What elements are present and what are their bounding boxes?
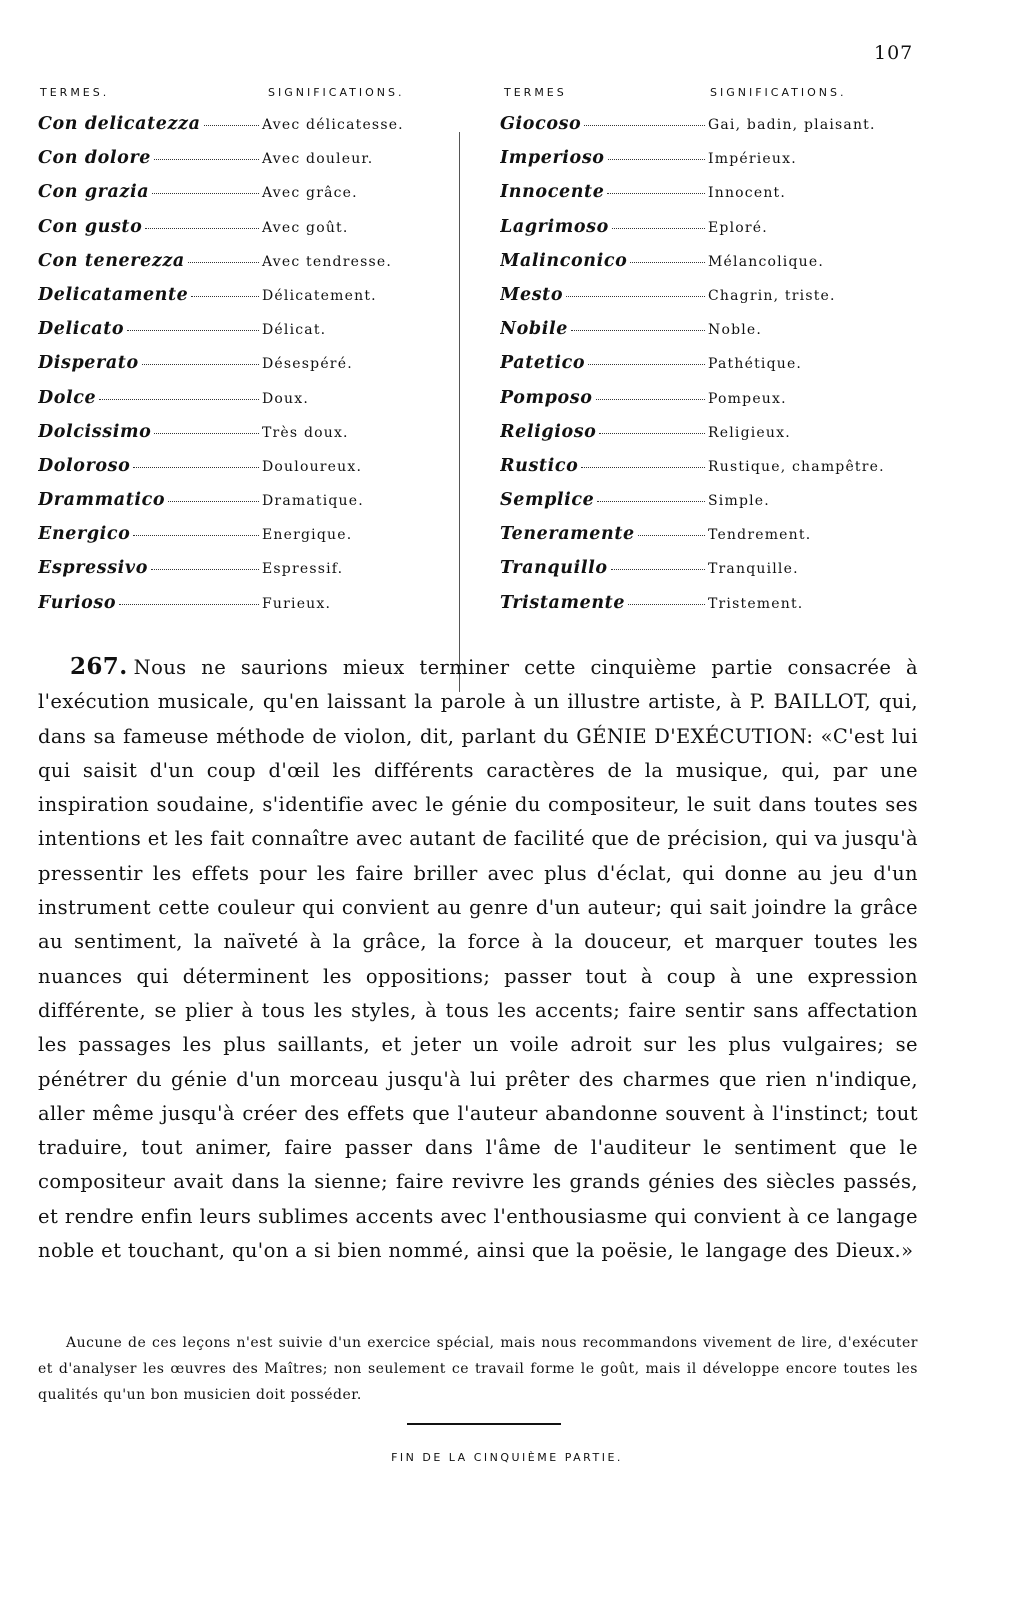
glossary-term: Semplice: [500, 490, 595, 511]
glossary-term: Con delicatezza: [38, 114, 201, 134]
part-end-footer: FIN DE LA CINQUIÈME PARTIE.: [391, 1451, 623, 1464]
dot-leader: [628, 602, 705, 605]
meaning-cell: [262, 490, 438, 509]
meaning-cell: [708, 388, 930, 407]
dot-leader: [571, 328, 705, 331]
right-header-meanings: SIGNIFICATIONS.: [710, 86, 847, 99]
meaning-cell: [262, 114, 438, 133]
glossary-term: Con grazia: [38, 182, 150, 203]
glossary-meaning: Innocent.: [708, 185, 787, 202]
glossary-entry: [500, 422, 930, 456]
meaning-cell: [262, 456, 438, 475]
glossary-entry: [38, 182, 438, 216]
right-entries: [500, 114, 930, 627]
meaning-cell: [708, 524, 930, 543]
glossary-meaning: Dramatique.: [262, 493, 364, 510]
left-entries: [38, 114, 438, 627]
glossary-meaning: Furieux.: [262, 595, 332, 612]
glossary-entry: [500, 558, 930, 592]
glossary-meaning: Pompeux.: [708, 390, 787, 407]
dot-leader: [127, 328, 259, 331]
glossary-meaning: Avec délicatesse.: [262, 117, 404, 133]
meaning-cell: [262, 593, 438, 612]
glossary-entry: [38, 148, 438, 182]
glossary-meaning: Pathétique.: [708, 356, 803, 373]
glossary-meaning: Impérieux.: [708, 151, 797, 168]
dot-leader: [191, 294, 259, 297]
glossary-term: Drammatico: [38, 490, 166, 511]
dot-leader: [168, 499, 259, 502]
glossary-meaning: Très doux.: [262, 424, 349, 441]
dot-leader: [612, 226, 705, 229]
dot-leader: [154, 431, 259, 434]
dot-leader: [142, 362, 259, 365]
meaning-cell: [262, 353, 438, 372]
glossary-meaning: Avec tendresse.: [262, 253, 392, 270]
dot-leader: [99, 397, 259, 400]
meaning-cell: [708, 182, 930, 201]
left-column-header: [38, 80, 438, 114]
glossary-entry: [500, 251, 930, 285]
meaning-cell: [708, 456, 930, 475]
glossary-term: Religioso: [500, 421, 597, 442]
glossary-meaning: Eploré.: [708, 219, 768, 236]
dot-leader: [119, 602, 259, 605]
glossary-term: Giocoso: [500, 114, 582, 134]
glossary-entry: [500, 114, 930, 148]
dot-leader: [145, 226, 259, 229]
meaning-cell: [262, 182, 438, 201]
glossary-meaning: Noble.: [708, 322, 763, 339]
glossary-meaning: Avec goût.: [262, 219, 349, 236]
dot-leader: [584, 123, 705, 126]
dot-leader: [608, 157, 705, 160]
glossary-term: Disperato: [38, 353, 139, 374]
horizontal-rule: [407, 1423, 561, 1425]
left-header-terms: TERMES.: [40, 86, 110, 99]
dot-leader: [566, 294, 705, 297]
dot-leader: [596, 397, 705, 400]
glossary-term: Con dolore: [38, 148, 151, 169]
glossary-term: Tranquillo: [500, 558, 608, 579]
dot-leader: [588, 362, 705, 365]
glossary-entry: [500, 353, 930, 387]
glossary-term: Imperioso: [500, 148, 605, 169]
meaning-cell: [262, 524, 438, 543]
dot-leader: [607, 191, 705, 194]
glossary-entry: [38, 251, 438, 285]
glossary-meaning: Chagrin, triste.: [708, 287, 836, 304]
glossary-term: Nobile: [500, 319, 568, 340]
glossary-meaning: Rustique, champêtre.: [708, 458, 885, 475]
meaning-cell: [708, 217, 930, 236]
right-header-terms: TERMES: [504, 86, 567, 99]
column-divider: [459, 132, 460, 692]
glossary-entry: [500, 388, 930, 422]
meaning-cell: [262, 558, 438, 577]
glossary-term: Rustico: [500, 455, 579, 476]
glossary-term: Delicatamente: [38, 284, 189, 305]
glossary-entry: [500, 182, 930, 216]
meaning-cell: [262, 251, 438, 270]
glossary-entry: [38, 490, 438, 524]
glossary-meaning: Religieux.: [708, 424, 791, 441]
dot-leader: [133, 465, 259, 468]
closing-note: [38, 1330, 918, 1408]
meaning-cell: [708, 490, 930, 509]
glossary-term: Malinconico: [500, 250, 628, 271]
glossary-term: Doloroso: [38, 455, 131, 476]
glossary-term: Teneramente: [500, 524, 635, 545]
meaning-cell: [708, 148, 930, 167]
meaning-cell: [262, 422, 438, 441]
glossary-meaning: Avec grâce.: [262, 185, 358, 202]
dot-leader: [133, 533, 259, 536]
glossary-entry: [500, 148, 930, 182]
glossary-term: Pomposo: [500, 387, 593, 408]
glossary-meaning: Energique.: [262, 527, 353, 544]
meaning-cell: [708, 422, 930, 441]
dot-leader: [151, 567, 259, 570]
glossary-entry: [38, 388, 438, 422]
meaning-cell: [708, 285, 930, 304]
glossary-term: Lagrimoso: [500, 216, 609, 237]
glossary-term: Furioso: [38, 592, 117, 613]
glossary-meaning: Avec douleur.: [262, 151, 374, 168]
meaning-cell: [262, 148, 438, 167]
glossary-entry: [38, 285, 438, 319]
glossary-term: Espressivo: [38, 558, 148, 579]
glossary-meaning: Tranquille.: [708, 561, 799, 578]
glossary-entry: [500, 285, 930, 319]
dot-leader: [154, 157, 259, 160]
glossary-entry: [38, 353, 438, 387]
glossary-meaning: Tendrement.: [708, 527, 812, 544]
glossary-entry: [38, 558, 438, 592]
meaning-cell: [708, 319, 930, 338]
glossary-meaning: Simple.: [708, 493, 770, 510]
glossary-term: Mesto: [500, 284, 564, 305]
glossary-entry: [500, 593, 930, 627]
glossary-term: Con tenerezza: [38, 250, 185, 271]
glossary-table: [0, 80, 1014, 625]
meaning-cell: [262, 319, 438, 338]
glossary-meaning: Tristement.: [708, 595, 804, 612]
glossary-entry: [38, 524, 438, 558]
meaning-cell: [262, 217, 438, 236]
dot-leader: [152, 191, 259, 194]
meaning-cell: [708, 353, 930, 372]
right-column-header: [500, 80, 930, 114]
glossary-entry: [38, 422, 438, 456]
meaning-cell: [708, 251, 930, 270]
glossary-term: Delicato: [38, 319, 125, 340]
glossary-entry: [38, 593, 438, 627]
glossary-entry: [38, 456, 438, 490]
glossary-term: Patetico: [500, 353, 586, 374]
dot-leader: [581, 465, 705, 468]
glossary-meaning: Gai, badin, plaisant.: [708, 117, 876, 133]
glossary-term: Dolcissimo: [38, 421, 152, 442]
glossary-entry: [500, 319, 930, 353]
glossary-meaning: Douloureux.: [262, 458, 363, 475]
dot-leader: [204, 123, 259, 126]
meaning-cell: [708, 558, 930, 577]
glossary-entry: [500, 456, 930, 490]
glossary-entry: [38, 217, 438, 251]
dot-leader: [599, 431, 705, 434]
dot-leader: [597, 499, 705, 502]
paragraph-text: Nous ne saurions mieux terminer cette cinquième partie consacrée à l'exécution musicale, qu'en laissant la parole à un illustre artiste, à P. BAILLOT, qui, dans sa fameuse méthode de violon, dit, parlant du GÉNIE D'EXÉCUTION: «C'est lui qui saisit d'un coup d'œil les différents caractères de la musique, qui, par une inspiration soudaine, s'identifie avec le génie du compositeur, le suit dans toutes ses intentions et les fait connaître avec autant de facilité que de précision, qui va jusqu'à pressentir les effets pour les faire briller avec plus d'éclat, qui donne au jeu d'un instrument cette couleur qui convient au genre d'un auteur; qui sait joindre la grâce au sentiment, la naïveté à la grâce, la force à la douceur, et marquer toutes les nuances qui déterminent les oppositions; passer tout à coup à une expression différente, se plier à tous les styles, à tous les accents; faire sentir sans affectation les passages les plus saillants, et jeter un voile adroit sur les plus vulgaires; se pénétrer du génie d'un morceau jusqu'à lui prêter des charmes que rien n'indique, aller même jusqu'à créer des effets que l'auteur abandonne souvent à l'instinct; tout traduire, tout animer, faire passer dans l'âme de l'auditeur le sentiment que le compositeur avait dans la sienne; faire revivre les grands génies des siècles passés, et rendre enfin leurs sublimes accents avec l'enthousiasme qui convient à ce langage noble et touchant, qu'on a si bien nommé, ainsi que la poësie, le langage des Dieux.»: [38, 656, 918, 1263]
glossary-right-column: [500, 80, 930, 627]
dot-leader: [188, 260, 259, 263]
glossary-meaning: Délicat.: [262, 322, 327, 339]
glossary-entry: [500, 217, 930, 251]
dot-leader: [611, 567, 705, 570]
dot-leader: [630, 260, 705, 263]
paragraph-267: [38, 650, 918, 1268]
glossary-meaning: Espressif.: [262, 561, 344, 578]
glossary-meaning: Mélancolique.: [708, 253, 824, 270]
glossary-meaning: Délicatement.: [262, 287, 377, 304]
glossary-entry: [500, 524, 930, 558]
meaning-cell: [708, 593, 930, 612]
glossary-left-column: [38, 80, 438, 627]
meaning-cell: [262, 388, 438, 407]
page-number: 107: [874, 42, 914, 64]
glossary-meaning: Désespéré.: [262, 356, 353, 373]
glossary-entry: [500, 490, 930, 524]
glossary-entry: [38, 319, 438, 353]
glossary-term: Dolce: [38, 387, 97, 408]
dot-leader: [638, 533, 705, 536]
meaning-cell: [708, 114, 930, 133]
glossary-term: Innocente: [500, 182, 605, 203]
glossary-term: Tristamente: [500, 592, 626, 613]
glossary-term: Energico: [38, 524, 131, 545]
glossary-entry: [38, 114, 438, 148]
paragraph-number: 267.: [70, 653, 128, 680]
glossary-meaning: Doux.: [262, 390, 310, 407]
meaning-cell: [262, 285, 438, 304]
note-text: Aucune de ces leçons n'est suivie d'un exercice spécial, mais nous recommandons vivement de lire, d'exécuter et d'analyser les œuvres des Maîtres; non seulement ce travail forme le goût, mais il développe encore toutes les qualités qu'un bon musicien doit posséder.: [38, 1335, 918, 1403]
glossary-term: Con gusto: [38, 216, 143, 237]
left-header-meanings: SIGNIFICATIONS.: [268, 86, 405, 99]
